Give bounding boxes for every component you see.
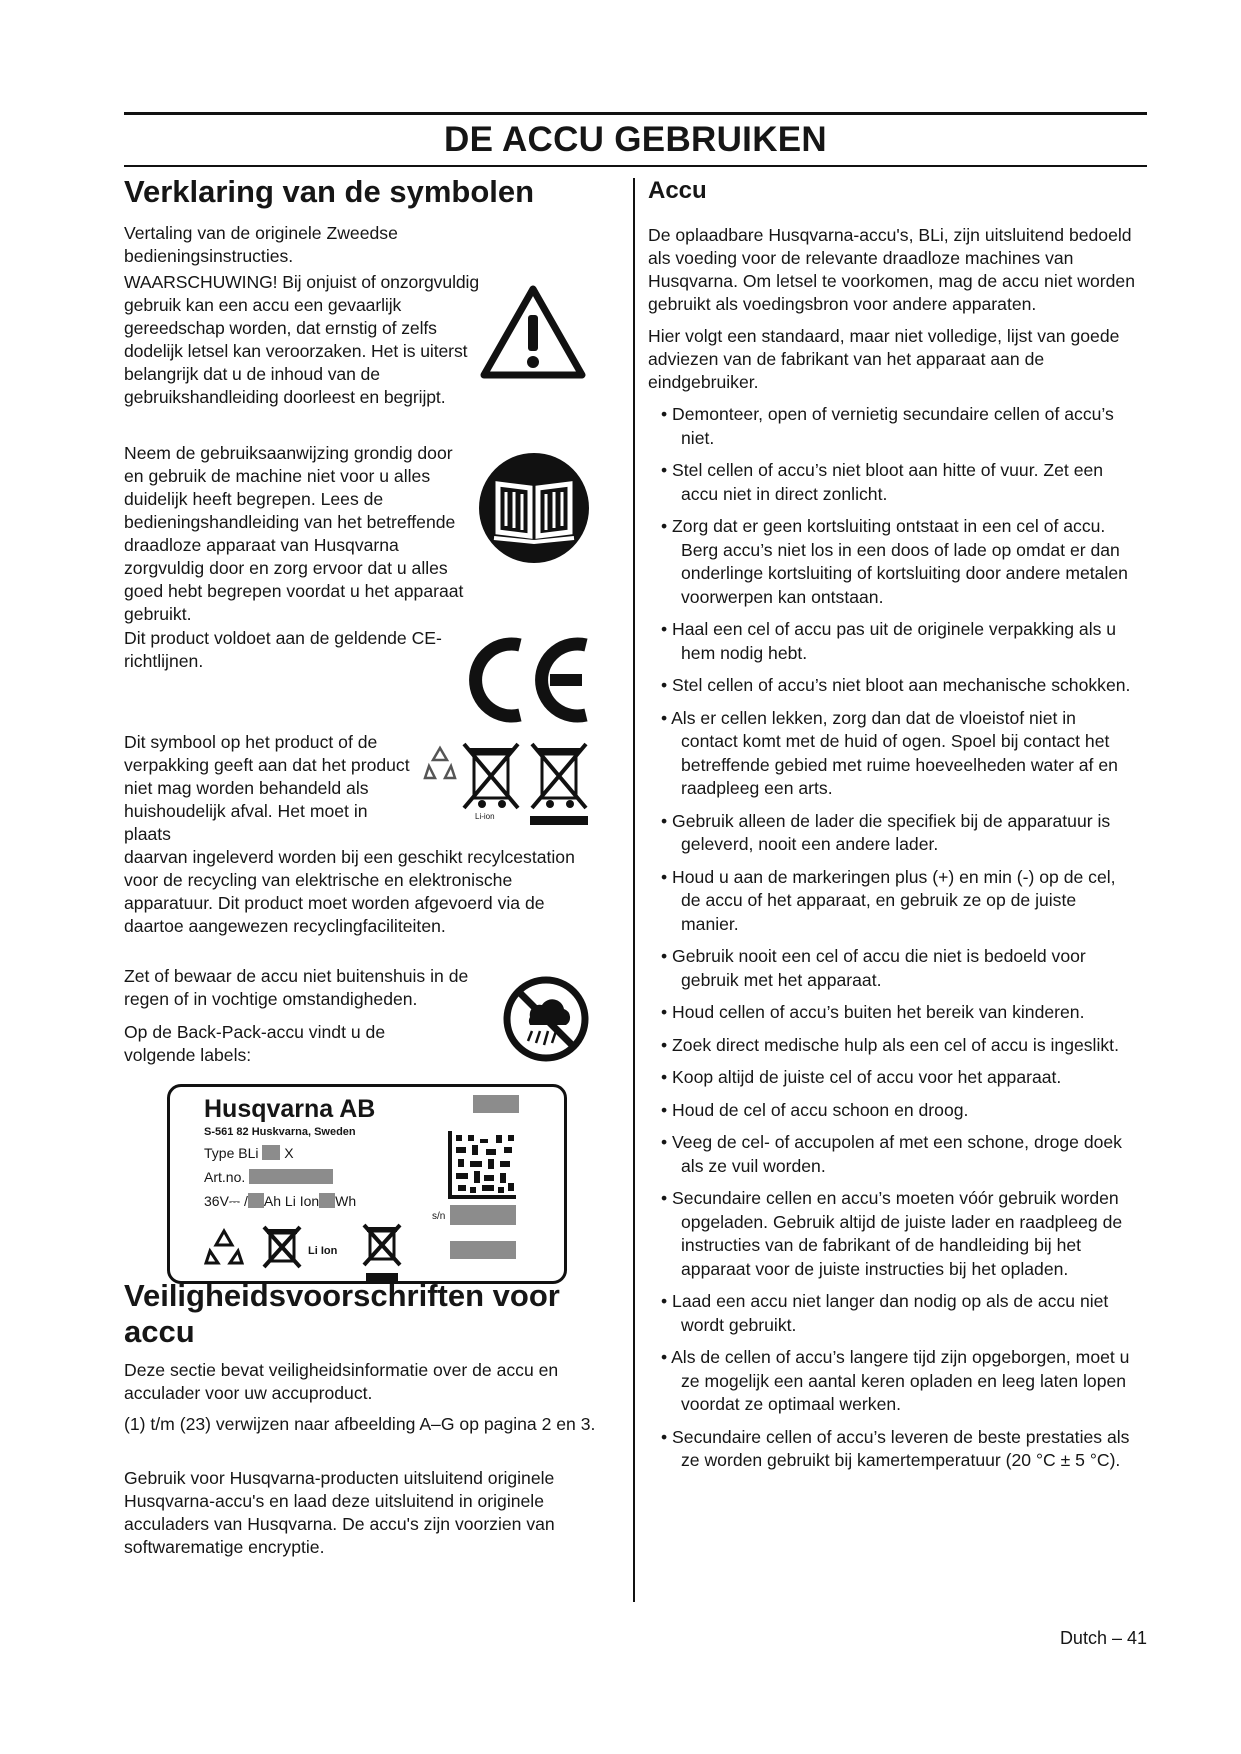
label-sn-redacted-2	[450, 1241, 516, 1259]
intro-text: Vertaling van de originele Zweedse bedieningsinstructies.	[124, 223, 398, 266]
label-ah-redacted	[248, 1193, 264, 1208]
liion-icon-label: Li-ion	[475, 812, 495, 821]
datamatrix-code-icon	[448, 1131, 516, 1199]
list-item: • Veeg de cel- of accupolen af met een schone, droge doek als ze vuil worden.	[661, 1132, 1122, 1176]
recycle-text-b: daarvan ingeleverd worden bij een geschikt recylcestation voor de recycling van elektrische en elektronische apparatuur. Dit product moet worden afgevoerd via de daartoe aangewezen recyclingfaciliteiten.	[124, 847, 575, 936]
manual-text: Neem de gebruiksaanwijzing grondig door en gebruik de machine niet voor u alles duidelijk heeft begrepen. Lees de bedieningshandleiding van het betreffende draadloze apparaat van Husqvarna zorgvuldig door en zorg ervoor dat u alles goed hebt begrepen voordat u het apparaat gebruikt.	[124, 443, 464, 624]
label-artno-row	[204, 1167, 333, 1187]
label-rating-row	[204, 1191, 356, 1211]
list-item: • Gebruik alleen de lader die specifiek bij de apparatuur is geleverd, nooit een andere lader.	[661, 810, 1111, 854]
label-dc-symbol: ⎓	[228, 1193, 241, 1209]
label-liion-small: Li Ion	[308, 1245, 338, 1257]
header-rule-top	[124, 112, 1147, 115]
label-recycle-icon	[204, 1227, 244, 1267]
label-type-redacted	[262, 1145, 280, 1160]
crossed-bin-liion-icon	[460, 742, 522, 822]
list-item: • Zoek direct medische hulp als een cel of accu is ingeslikt.	[661, 1034, 1119, 1055]
label-artno-redacted	[249, 1169, 333, 1184]
list-item: • Laad een accu niet langer dan nodig op als de accu niet wordt gebruikt.	[661, 1291, 1109, 1335]
list-item: • Gebruik nooit een cel of accu die niet is bedoeld voor gebruik met het apparaat.	[661, 946, 1086, 990]
recycle-text-a: Dit symbool op het product of de verpakking geeft aan dat het product niet mag worden behandeld als huishoudelijk afval. Het moet in plaats	[124, 732, 410, 844]
list-item: • Stel cellen of accu’s niet bloot aan hitte of vuur. Zet een accu niet in direct zonlicht.	[661, 460, 1104, 504]
label-ah: Ah	[263, 1193, 282, 1209]
label-address: S-561 82 Huskvarna, Sweden	[204, 1126, 356, 1138]
label-redacted-block	[473, 1095, 519, 1113]
safety-original-parts-text: Gebruik voor Husqvarna-producten uitsluitend originele Husqvarna-accu's en laad deze uitsluitend in originele acculaders van Husqvarna. De accu's zijn voorzien van softwarematige encryptie.	[124, 1468, 555, 1557]
label-slash: /	[244, 1193, 248, 1209]
symbols-heading: Verklaring van de symbolen	[124, 174, 535, 209]
labels-intro-text: Op de Back-Pack-accu vindt u de volgende labels:	[124, 1022, 386, 1065]
battery-label	[167, 1084, 567, 1284]
accu-section	[648, 176, 1136, 1482]
list-item: • Houd de cel of accu schoon en droog.	[661, 1099, 969, 1120]
label-wh-redacted	[319, 1193, 335, 1208]
list-item: • Zorg dat er geen kortsluiting ontstaat in een cel of accu. Berg accu’s niet los in een doos of lade op omdat er dan onderlinge kortsluiting of kortsluiting door andere metalen voorwerpen kan ontstaan.	[661, 516, 1128, 607]
label-type-prefix: Type BLi	[204, 1145, 259, 1161]
list-item: • Secundaire cellen en accu’s moeten vóór gebruik worden opgeladen. Gebruik altijd de juiste lader en raadpleeg de instructies van de fabrikant of de handleiding bij het apparaat voor de juiste instructies bij het opladen.	[661, 1188, 1123, 1279]
ce-text: Dit product voldoet aan de geldende CE-richtlijnen.	[124, 628, 442, 671]
list-item: • Als er cellen lekken, zorg dan dat de vloeistof niet in contact komt met de huid of ogen. Spoel bij contact het betreffende gebied met ruime hoeveelheden water af en raadpleeg een arts.	[661, 707, 1118, 798]
list-item: • Secundaire cellen of accu’s leveren de beste prestaties als ze worden gebruikt bij kamertemperatuur (20 °C ± 5 °C).	[661, 1426, 1130, 1470]
label-voltage: 36V	[204, 1193, 229, 1209]
label-brand: Husqvarna AB	[204, 1095, 376, 1123]
recycle-icon	[423, 742, 457, 790]
rain-text: Zet of bewaar de accu niet buitenshuis in de regen of in vochtige omstandigheden.	[124, 966, 469, 1009]
accu-advice-text: Hier volgt een standaard, maar niet volledige, lijst van goede adviezen van de fabrikant van het apparaat aan de eindgebruiker.	[648, 326, 1120, 392]
safety-intro-text: Deze sectie bevat veiligheidsinformatie over de accu en acculader voor uw accuproduct.	[124, 1360, 559, 1403]
list-item: • Demonteer, open of vernietig secundaire cellen of accu’s niet.	[661, 404, 1114, 448]
list-item: • Haal een cel of accu pas uit de originele verpakking als u hem nodig hebt.	[661, 619, 1117, 663]
page-title: DE ACCU GEBRUIKEN	[444, 120, 827, 159]
label-crossed-bin-liion-icon	[260, 1225, 304, 1269]
ce-mark-icon	[468, 637, 594, 723]
safety-heading: Veiligheidsvoorschriften voor accu	[124, 1278, 560, 1349]
list-item: • Houd cellen of accu’s buiten het bereik van kinderen.	[661, 1002, 1085, 1022]
page-number: Dutch – 41	[1059, 1628, 1147, 1648]
read-manual-icon	[478, 452, 590, 564]
list-item: • Houd u aan de markeringen plus (+) en min (-) op de cel, de accu of het apparaat, en gebruik ze op de juiste manier.	[661, 866, 1116, 934]
label-type-suffix: X	[284, 1145, 294, 1161]
label-wh: Wh	[335, 1193, 357, 1209]
header-rule-bottom	[124, 165, 1147, 167]
warning-icon	[478, 283, 588, 383]
label-sn-redacted-1	[450, 1205, 516, 1225]
accu-heading: Accu	[648, 177, 707, 204]
accu-intro-text: De oplaadbare Husqvarna-accu's, BLi, zijn uitsluitend bedoeld als voeding voor de relevante draadloze machines van Husqvarna. Om letsel te voorkomen, mag de accu niet worden gebruikt als voedingsbron voor andere apparaten.	[648, 225, 1135, 314]
list-item: • Stel cellen of accu’s niet bloot aan mechanische schokken.	[661, 675, 1131, 695]
list-item: • Koop altijd de juiste cel of accu voor het apparaat.	[661, 1067, 1062, 1087]
warning-text: WAARSCHUWING! Bij onjuist of onzorgvuldig gebruik kan een accu een gevaarlijk gereedschap worden, dat ernstig of zelfs dodelijk letsel kan veroorzaken. Het is uiterst belangrijk dat u de inhoud van de gebruikshandleiding doorleest en begrijpt.	[124, 272, 480, 407]
label-type-row	[204, 1143, 294, 1163]
label-artno: Art.no.	[204, 1169, 246, 1185]
label-sn: s/n	[432, 1211, 446, 1222]
safety-figure-ref-text: (1) t/m (23) verwijzen naar afbeelding A–G op pagina 2 en 3.	[124, 1414, 596, 1434]
list-item: • Als de cellen of accu’s langere tijd zijn opgeborgen, moet u ze mogelijk een aantal keren opladen en leeg laten lopen voordat ze optimaal werken.	[661, 1347, 1130, 1414]
label-crossed-bin-icon	[360, 1223, 404, 1281]
crossed-bin-icon	[528, 742, 590, 828]
accu-advice-list	[648, 403, 1136, 1473]
label-liion: Li Ion	[284, 1193, 320, 1209]
no-rain-icon	[502, 975, 590, 1063]
column-divider	[633, 178, 635, 1602]
